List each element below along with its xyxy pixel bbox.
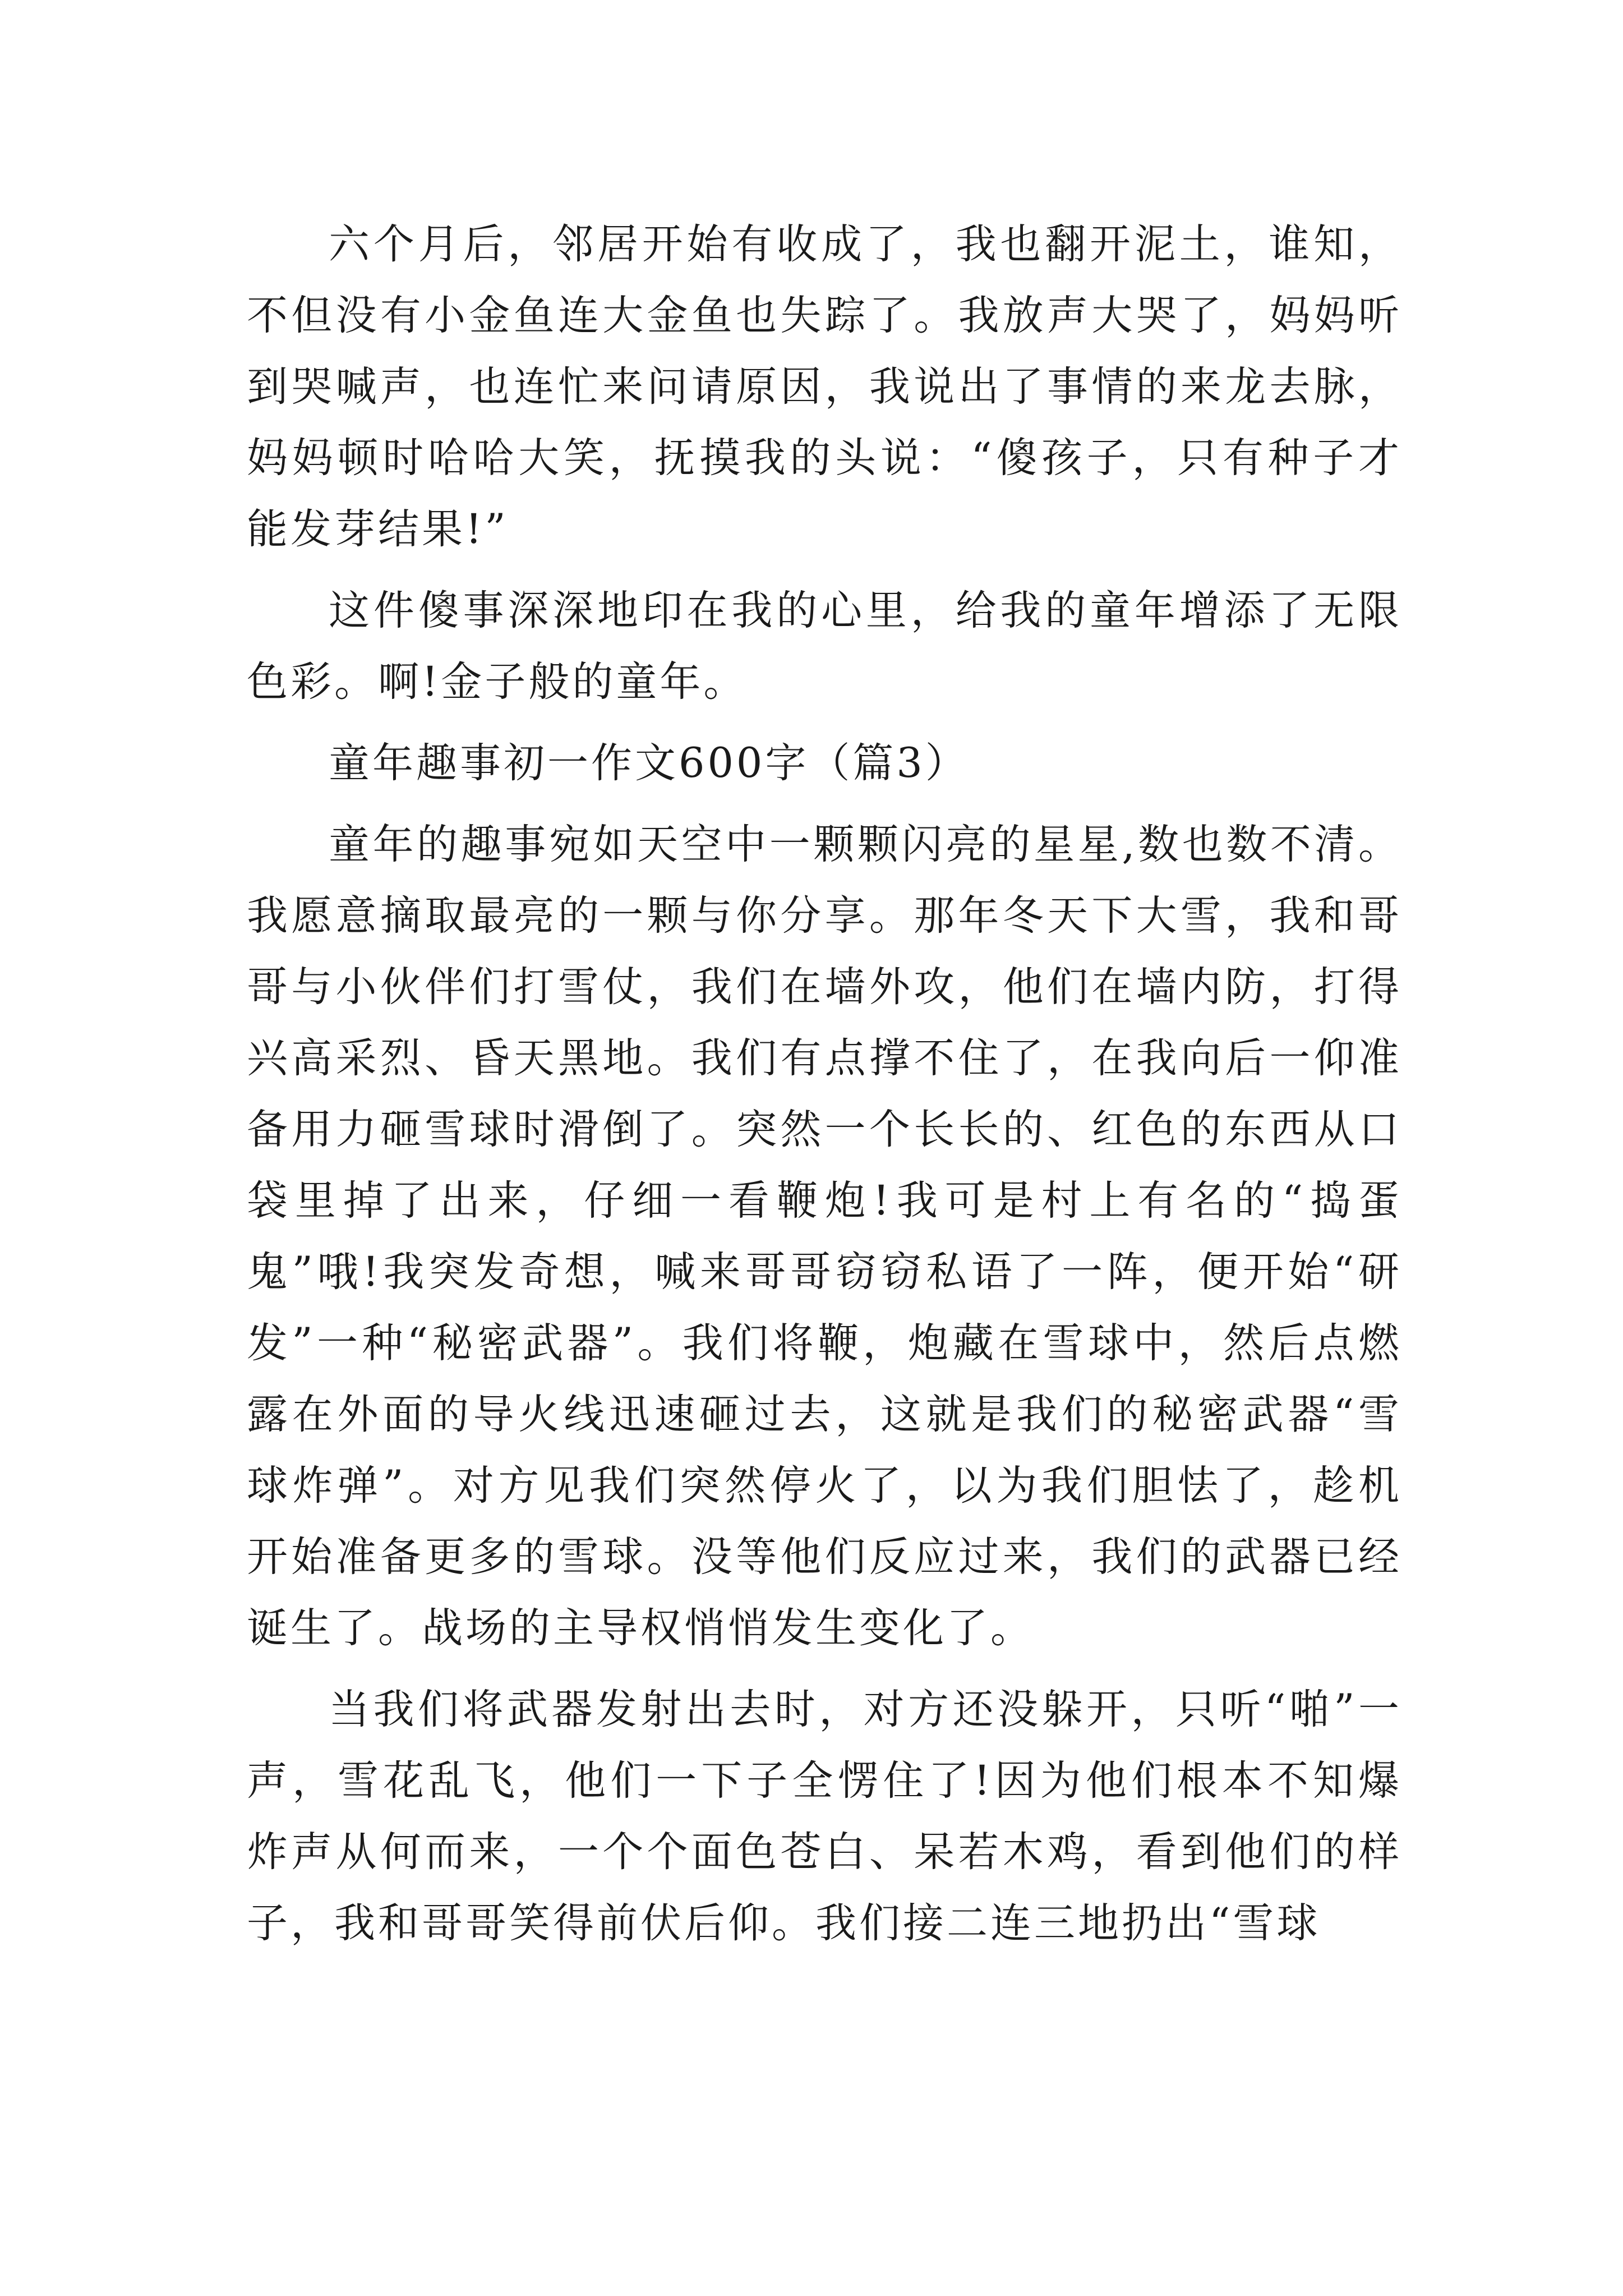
paragraph-1: 六个月后，邻居开始有收成了，我也翻开泥土，谁知，不但没有小金鱼连大金鱼也失踪了。我放声大哭了，妈妈听到哭喊声，也连忙来问请原因，我说出了事情的来龙去脉，妈妈顿时哈哈大笑，抚摸我的头说：“傻孩子，只有种子才能发芽结果!” (247, 220, 1402, 553)
paragraph-2: 这件傻事深深地印在我的心里，给我的童年增添了无限色彩。啊!金子般的童年。 (247, 587, 1402, 706)
paragraph-4: 当我们将武器发射出去时，对方还没躲开，只听“啪”一声，雪花乱飞，他们一下子全愣住了!因为他们根本不知爆炸声从何而来，一个个面色苍白、呆若木鸡，看到他们的样子，我和哥哥笑得前伏后仰。我们接二连三地扔出“雪球 (247, 1686, 1402, 1947)
section-heading: 童年趣事初一作文600字（篇3） (329, 739, 969, 787)
article-body (247, 209, 1402, 1959)
paragraph-3: 童年的趣事宛如天空中一颗颗闪亮的星星,数也数不清。我愿意摘取最亮的一颗与你分享。那年冬天下大雪，我和哥哥与小伙伴们打雪仗，我们在墙外攻，他们在墙内防，打得兴高采烈、昏天黑地。我们有点撑不住了，在我向后一仰准备用力砸雪球时滑倒了。突然一个长长的、红色的东西从口袋里掉了出来，仔细一看鞭炮!我可是村上有名的“捣蛋鬼”哦!我突发奇想，喊来哥哥窃窃私语了一阵，便开始“研发”一种“秘密武器”。我们将鞭，炮藏在雪球中，然后点燃露在外面的导火线迅速砸过去，这就是我们的秘密武器“雪球炸弹”。对方见我们突然停火了，以为我们胆怯了，趁机开始准备更多的雪球。没等他们反应过来，我们的武器已经诞生了。战场的主导权悄悄发生变化了。 (247, 821, 1402, 1652)
